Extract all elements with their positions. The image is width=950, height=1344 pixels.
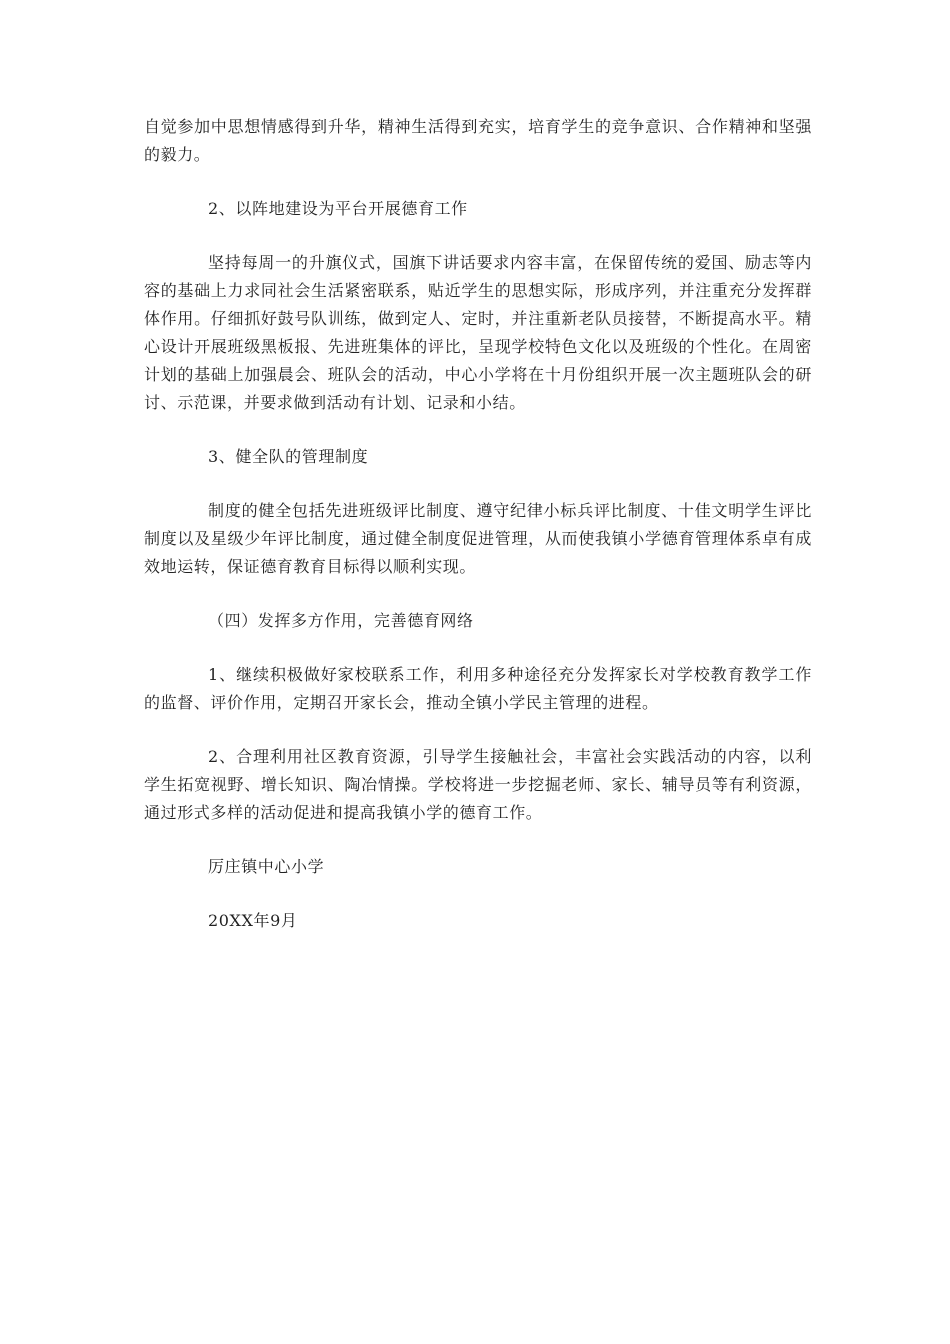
paragraph-flag-ceremony: 坚持每周一的升旗仪式，国旗下讲话要求内容丰富，在保留传统的爱国、励志等内容的基础上力求同社会生活紧密联系，贴近学生的思想实际，形成序列，并注重充分发挥群体作用。仔细抓好鼓号队训练，做到定人、定时，并注重新老队员接替，不断提高水平。精心设计开展班级黑板报、先进班集体的评比，呈现学校特色文化以及班级的个性化。在周密计划的基础上加强晨会、班队会的活动，中心小学将在十月份组织开展一次主题班队会的研讨、示范课，并要求做到活动有计划、记录和小结。 — [144, 253, 812, 412]
signature-date: 20XX年9月 — [208, 911, 298, 930]
paragraph-management-system: 制度的健全包括先进班级评比制度、遵守纪律小标兵评比制度、十佳文明学生评比制度以及星级少年评比制度，通过健全制度促进管理，从而使我镇小学德育管理体系卓有成效地运转，保证德育教育目标得以顺利实现。 — [144, 501, 812, 576]
signature-school-name: 厉庄镇中心小学 — [208, 857, 325, 876]
section-heading-four: （四）发挥多方作用，完善德育网络 — [208, 611, 474, 630]
document-page — [144, 113, 812, 935]
section-heading-3: 3、健全队的管理制度 — [208, 447, 369, 466]
section-heading-2: 2、以阵地建设为平台开展德育工作 — [208, 199, 468, 218]
paragraph-community-resources: 2、合理利用社区教育资源，引导学生接触社会，丰富社会实践活动的内容，以利学生拓宽视野、增长知识、陶冶情操。学校将进一步挖掘老师、家长、辅导员等有利资源，通过形式多样的活动促进和提高我镇小学的德育工作。 — [144, 747, 812, 822]
paragraph-home-school: 1、继续积极做好家校联系工作，利用多种途径充分发挥家长对学校教育教学工作的监督、评价作用，定期召开家长会，推动全镇小学民主管理的进程。 — [144, 665, 812, 712]
paragraph-continuation: 自觉参加中思想情感得到升华，精神生活得到充实，培育学生的竞争意识、合作精神和坚强的毅力。 — [144, 117, 812, 164]
